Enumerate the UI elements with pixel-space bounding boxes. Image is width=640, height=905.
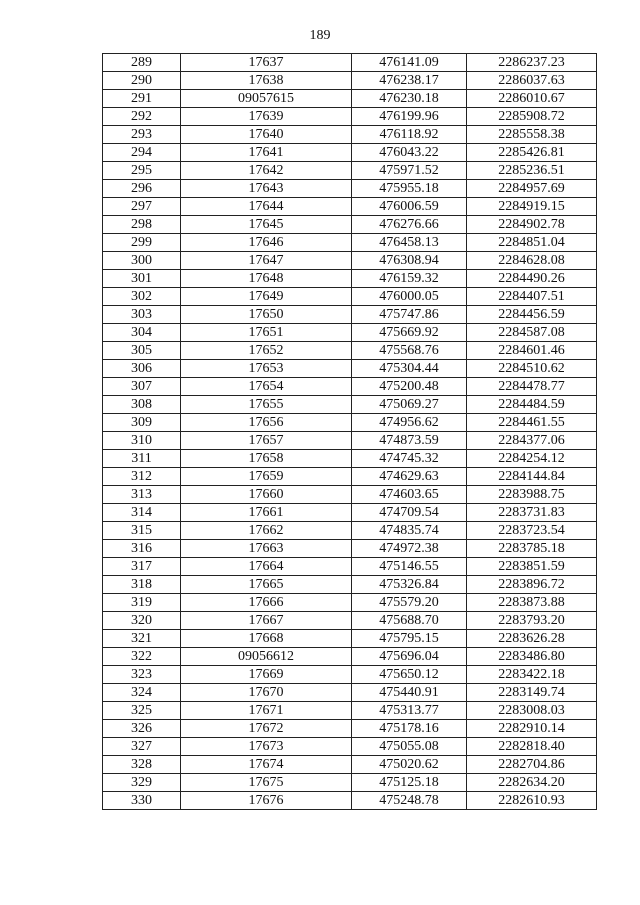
coordinates-table	[102, 53, 597, 810]
point-id-cell: 17666	[181, 594, 352, 612]
row-index-cell: 319	[103, 594, 181, 612]
point-id-cell: 17640	[181, 126, 352, 144]
point-id-cell: 17652	[181, 342, 352, 360]
y-coordinate-cell: 2283149.74	[467, 684, 597, 702]
table-row	[103, 738, 597, 756]
row-index-cell: 314	[103, 504, 181, 522]
y-coordinate-cell: 2285908.72	[467, 108, 597, 126]
y-coordinate-cell: 2286237.23	[467, 54, 597, 72]
y-coordinate-cell: 2284851.04	[467, 234, 597, 252]
x-coordinate-cell: 475146.55	[352, 558, 467, 576]
x-coordinate-cell: 475955.18	[352, 180, 467, 198]
table-row	[103, 288, 597, 306]
table-row	[103, 162, 597, 180]
y-coordinate-cell: 2286010.67	[467, 90, 597, 108]
row-index-cell: 302	[103, 288, 181, 306]
point-id-cell: 17658	[181, 450, 352, 468]
y-coordinate-cell: 2282704.86	[467, 756, 597, 774]
x-coordinate-cell: 475069.27	[352, 396, 467, 414]
row-index-cell: 296	[103, 180, 181, 198]
y-coordinate-cell: 2285558.38	[467, 126, 597, 144]
point-id-cell: 17637	[181, 54, 352, 72]
row-index-cell: 301	[103, 270, 181, 288]
table-row	[103, 432, 597, 450]
y-coordinate-cell: 2284902.78	[467, 216, 597, 234]
table-row	[103, 594, 597, 612]
x-coordinate-cell: 475326.84	[352, 576, 467, 594]
row-index-cell: 293	[103, 126, 181, 144]
point-id-cell: 17669	[181, 666, 352, 684]
point-id-cell: 09057615	[181, 90, 352, 108]
table-row	[103, 648, 597, 666]
y-coordinate-cell: 2282910.14	[467, 720, 597, 738]
x-coordinate-cell: 475313.77	[352, 702, 467, 720]
point-id-cell: 17648	[181, 270, 352, 288]
row-index-cell: 317	[103, 558, 181, 576]
y-coordinate-cell: 2285426.81	[467, 144, 597, 162]
y-coordinate-cell: 2283626.28	[467, 630, 597, 648]
point-id-cell: 17662	[181, 522, 352, 540]
table-row	[103, 684, 597, 702]
page-number: 189	[309, 28, 331, 43]
table-row	[103, 234, 597, 252]
row-index-cell: 306	[103, 360, 181, 378]
row-index-cell: 307	[103, 378, 181, 396]
row-index-cell: 323	[103, 666, 181, 684]
table-row	[103, 126, 597, 144]
x-coordinate-cell: 476230.18	[352, 90, 467, 108]
x-coordinate-cell: 476141.09	[352, 54, 467, 72]
y-coordinate-cell: 2284490.26	[467, 270, 597, 288]
x-coordinate-cell: 475125.18	[352, 774, 467, 792]
table-row	[103, 324, 597, 342]
x-coordinate-cell: 476159.32	[352, 270, 467, 288]
x-coordinate-cell: 475178.16	[352, 720, 467, 738]
x-coordinate-cell: 475971.52	[352, 162, 467, 180]
point-id-cell: 17647	[181, 252, 352, 270]
x-coordinate-cell: 476199.96	[352, 108, 467, 126]
x-coordinate-cell: 475747.86	[352, 306, 467, 324]
point-id-cell: 17657	[181, 432, 352, 450]
row-index-cell: 322	[103, 648, 181, 666]
y-coordinate-cell: 2284254.12	[467, 450, 597, 468]
point-id-cell: 17660	[181, 486, 352, 504]
point-id-cell: 17673	[181, 738, 352, 756]
table-row	[103, 792, 597, 810]
y-coordinate-cell: 2284510.62	[467, 360, 597, 378]
row-index-cell: 326	[103, 720, 181, 738]
x-coordinate-cell: 476000.05	[352, 288, 467, 306]
x-coordinate-cell: 475440.91	[352, 684, 467, 702]
table-row	[103, 342, 597, 360]
point-id-cell: 17667	[181, 612, 352, 630]
row-index-cell: 328	[103, 756, 181, 774]
table-row	[103, 360, 597, 378]
y-coordinate-cell: 2283486.80	[467, 648, 597, 666]
y-coordinate-cell: 2286037.63	[467, 72, 597, 90]
x-coordinate-cell: 474972.38	[352, 540, 467, 558]
row-index-cell: 316	[103, 540, 181, 558]
table-row	[103, 198, 597, 216]
row-index-cell: 311	[103, 450, 181, 468]
point-id-cell: 17665	[181, 576, 352, 594]
point-id-cell: 17672	[181, 720, 352, 738]
table-row	[103, 180, 597, 198]
table-row	[103, 450, 597, 468]
y-coordinate-cell: 2284587.08	[467, 324, 597, 342]
row-index-cell: 290	[103, 72, 181, 90]
table-row	[103, 90, 597, 108]
y-coordinate-cell: 2284478.77	[467, 378, 597, 396]
point-id-cell: 17645	[181, 216, 352, 234]
row-index-cell: 295	[103, 162, 181, 180]
x-coordinate-cell: 475650.12	[352, 666, 467, 684]
row-index-cell: 329	[103, 774, 181, 792]
table-row	[103, 396, 597, 414]
y-coordinate-cell: 2283785.18	[467, 540, 597, 558]
x-coordinate-cell: 475055.08	[352, 738, 467, 756]
table-row	[103, 558, 597, 576]
x-coordinate-cell: 475795.15	[352, 630, 467, 648]
y-coordinate-cell: 2284484.59	[467, 396, 597, 414]
y-coordinate-cell: 2282634.20	[467, 774, 597, 792]
y-coordinate-cell: 2284456.59	[467, 306, 597, 324]
y-coordinate-cell: 2282818.40	[467, 738, 597, 756]
row-index-cell: 320	[103, 612, 181, 630]
x-coordinate-cell: 475669.92	[352, 324, 467, 342]
y-coordinate-cell: 2283723.54	[467, 522, 597, 540]
y-coordinate-cell: 2283793.20	[467, 612, 597, 630]
table-row	[103, 774, 597, 792]
table-row	[103, 720, 597, 738]
row-index-cell: 321	[103, 630, 181, 648]
x-coordinate-cell: 475696.04	[352, 648, 467, 666]
table-row	[103, 468, 597, 486]
point-id-cell: 17661	[181, 504, 352, 522]
point-id-cell: 17655	[181, 396, 352, 414]
row-index-cell: 289	[103, 54, 181, 72]
table-row	[103, 270, 597, 288]
point-id-cell: 17653	[181, 360, 352, 378]
table-row	[103, 702, 597, 720]
x-coordinate-cell: 474873.59	[352, 432, 467, 450]
x-coordinate-cell: 476458.13	[352, 234, 467, 252]
x-coordinate-cell: 475579.20	[352, 594, 467, 612]
x-coordinate-cell: 474835.74	[352, 522, 467, 540]
point-id-cell: 17671	[181, 702, 352, 720]
y-coordinate-cell: 2285236.51	[467, 162, 597, 180]
row-index-cell: 304	[103, 324, 181, 342]
point-id-cell: 17668	[181, 630, 352, 648]
table-row	[103, 576, 597, 594]
point-id-cell: 17674	[181, 756, 352, 774]
x-coordinate-cell: 476276.66	[352, 216, 467, 234]
point-id-cell: 17675	[181, 774, 352, 792]
point-id-cell: 09056612	[181, 648, 352, 666]
x-coordinate-cell: 475248.78	[352, 792, 467, 810]
row-index-cell: 315	[103, 522, 181, 540]
row-index-cell: 318	[103, 576, 181, 594]
table-row	[103, 630, 597, 648]
point-id-cell: 17643	[181, 180, 352, 198]
table-row	[103, 144, 597, 162]
row-index-cell: 303	[103, 306, 181, 324]
x-coordinate-cell: 474709.54	[352, 504, 467, 522]
row-index-cell: 294	[103, 144, 181, 162]
x-coordinate-cell: 475200.48	[352, 378, 467, 396]
table-row	[103, 486, 597, 504]
x-coordinate-cell: 476118.92	[352, 126, 467, 144]
point-id-cell: 17659	[181, 468, 352, 486]
point-id-cell: 17638	[181, 72, 352, 90]
x-coordinate-cell: 476238.17	[352, 72, 467, 90]
row-index-cell: 327	[103, 738, 181, 756]
y-coordinate-cell: 2284601.46	[467, 342, 597, 360]
table-row	[103, 306, 597, 324]
point-id-cell: 17649	[181, 288, 352, 306]
y-coordinate-cell: 2284377.06	[467, 432, 597, 450]
row-index-cell: 305	[103, 342, 181, 360]
x-coordinate-cell: 476006.59	[352, 198, 467, 216]
y-coordinate-cell: 2283896.72	[467, 576, 597, 594]
table-row	[103, 216, 597, 234]
point-id-cell: 17646	[181, 234, 352, 252]
table-row	[103, 252, 597, 270]
y-coordinate-cell: 2284144.84	[467, 468, 597, 486]
y-coordinate-cell: 2283988.75	[467, 486, 597, 504]
x-coordinate-cell: 475304.44	[352, 360, 467, 378]
point-id-cell: 17656	[181, 414, 352, 432]
y-coordinate-cell: 2284957.69	[467, 180, 597, 198]
row-index-cell: 309	[103, 414, 181, 432]
point-id-cell: 17664	[181, 558, 352, 576]
point-id-cell: 17639	[181, 108, 352, 126]
point-id-cell: 17650	[181, 306, 352, 324]
point-id-cell: 17670	[181, 684, 352, 702]
row-index-cell: 325	[103, 702, 181, 720]
row-index-cell: 300	[103, 252, 181, 270]
point-id-cell: 17642	[181, 162, 352, 180]
y-coordinate-cell: 2283422.18	[467, 666, 597, 684]
row-index-cell: 312	[103, 468, 181, 486]
x-coordinate-cell: 476043.22	[352, 144, 467, 162]
point-id-cell: 17641	[181, 144, 352, 162]
y-coordinate-cell: 2282610.93	[467, 792, 597, 810]
x-coordinate-cell: 474956.62	[352, 414, 467, 432]
table-body	[103, 54, 597, 810]
row-index-cell: 291	[103, 90, 181, 108]
y-coordinate-cell: 2283008.03	[467, 702, 597, 720]
y-coordinate-cell: 2284407.51	[467, 288, 597, 306]
point-id-cell: 17663	[181, 540, 352, 558]
row-index-cell: 330	[103, 792, 181, 810]
row-index-cell: 292	[103, 108, 181, 126]
x-coordinate-cell: 475568.76	[352, 342, 467, 360]
y-coordinate-cell: 2284461.55	[467, 414, 597, 432]
x-coordinate-cell: 474745.32	[352, 450, 467, 468]
row-index-cell: 313	[103, 486, 181, 504]
row-index-cell: 308	[103, 396, 181, 414]
row-index-cell: 299	[103, 234, 181, 252]
row-index-cell: 297	[103, 198, 181, 216]
row-index-cell: 298	[103, 216, 181, 234]
point-id-cell: 17651	[181, 324, 352, 342]
y-coordinate-cell: 2283873.88	[467, 594, 597, 612]
x-coordinate-cell: 474629.63	[352, 468, 467, 486]
y-coordinate-cell: 2284628.08	[467, 252, 597, 270]
table-row	[103, 378, 597, 396]
table-row	[103, 612, 597, 630]
table-row	[103, 666, 597, 684]
row-index-cell: 324	[103, 684, 181, 702]
row-index-cell: 310	[103, 432, 181, 450]
table-row	[103, 414, 597, 432]
x-coordinate-cell: 476308.94	[352, 252, 467, 270]
table-row	[103, 72, 597, 90]
table-row	[103, 108, 597, 126]
point-id-cell: 17644	[181, 198, 352, 216]
x-coordinate-cell: 475020.62	[352, 756, 467, 774]
table-row	[103, 504, 597, 522]
y-coordinate-cell: 2283731.83	[467, 504, 597, 522]
point-id-cell: 17654	[181, 378, 352, 396]
y-coordinate-cell: 2283851.59	[467, 558, 597, 576]
table-row	[103, 522, 597, 540]
y-coordinate-cell: 2284919.15	[467, 198, 597, 216]
table-row	[103, 54, 597, 72]
table-row	[103, 756, 597, 774]
table-row	[103, 540, 597, 558]
point-id-cell: 17676	[181, 792, 352, 810]
x-coordinate-cell: 474603.65	[352, 486, 467, 504]
x-coordinate-cell: 475688.70	[352, 612, 467, 630]
